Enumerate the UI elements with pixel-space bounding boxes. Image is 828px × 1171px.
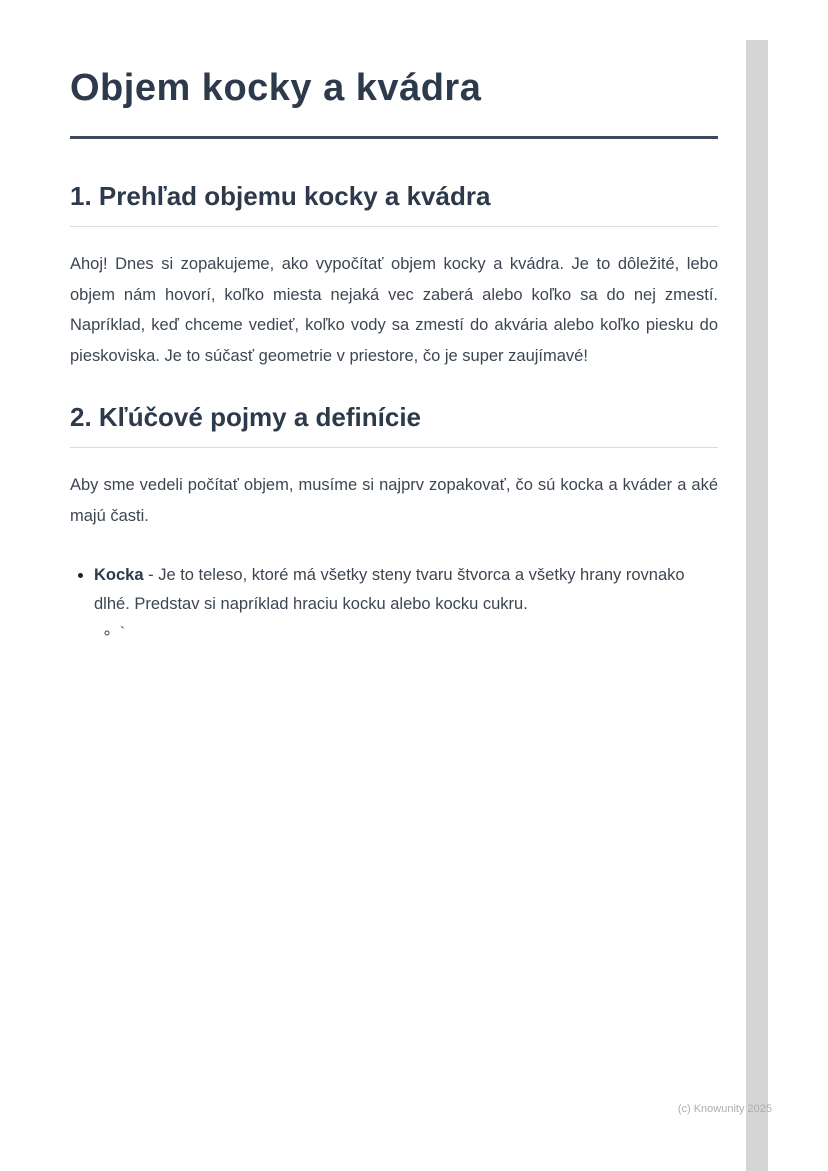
section-2-paragraph: Aby sme vedeli počítať objem, musíme si najprv zopakovať, čo sú kocka a kváder a aké majú časti.	[70, 475, 718, 525]
list-item-term: Kocka	[94, 566, 144, 585]
section-1-paragraph: Ahoj! Dnes si zopakujeme, ako vypočítať objem kocky a kvádra. Je to dôležité, lebo objem nám hovorí, koľko miesta nejaká vec zaberá alebo koľko sa do nej zmestí. Napríklad, keď chceme vedieť, koľko vody sa zmestí do akvária alebo koľko piesku do pieskoviska. Je to súčasť geometrie v priestore, čo je super zaujímavé!	[70, 254, 718, 366]
definitions-list	[70, 561, 718, 644]
list-item-text: - Je to teleso, ktoré má všetky steny tvaru štvorca a všetky hrany rovnako dlhé. Predstav si napríklad hraciu kocku alebo kocku cukru.	[94, 566, 685, 613]
section-overview	[70, 181, 718, 372]
list-item-kocka	[94, 561, 718, 644]
sub-list-item: ◦ `	[120, 622, 718, 645]
section-2-divider	[70, 447, 718, 448]
sub-list	[94, 622, 718, 645]
title-divider	[70, 136, 718, 139]
section-1-heading: 1. Prehľad objemu kocky a kvádra	[70, 180, 491, 211]
section-key-terms	[70, 402, 718, 645]
footer-credit: (c) Knowunity 2025	[677, 1103, 772, 1115]
page-title: Objem kocky a kvádra	[70, 67, 482, 109]
section-2-heading: 2. Kľúčové pojmy a definície	[70, 401, 422, 432]
section-1-divider	[70, 226, 718, 227]
